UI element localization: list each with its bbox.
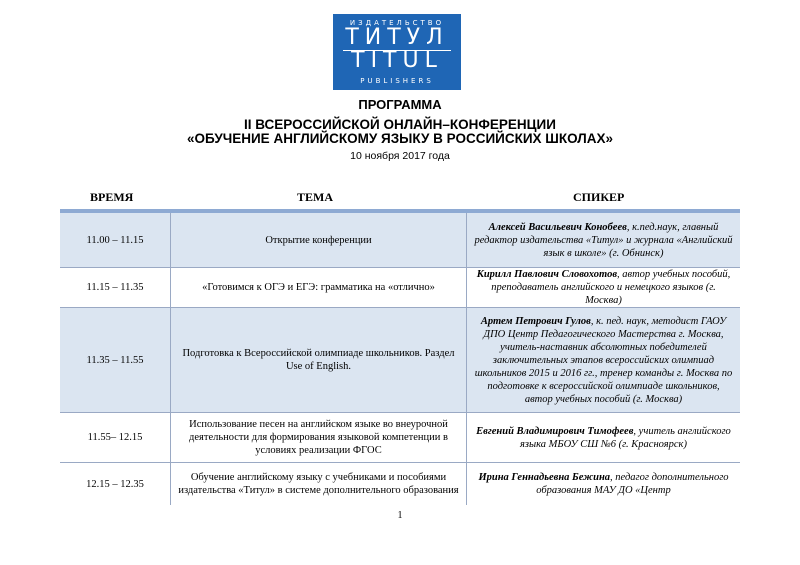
row-topic: Открытие конференции [170,213,466,267]
row-speaker [466,308,740,412]
row-time: 11.35 – 11.55 [86,354,144,366]
table-row [60,268,740,308]
speaker-description: , к. пед. наук, методист ГАОУ ДПО Центр Педагогического Мастерства г. Москва, учитель-наставник абсолютных победителей заключительных этапов всероссийских олимпиад школьников 2015 и 2016 гг., тренер команды г. Москва по подготовке к всероссийской олимпиаде школьников, автор учебных пособий (г. Москва) [474,315,733,405]
row-speaker [466,213,740,267]
row-time: 11.55– 12.15 [87,432,143,443]
conference-title-line1: II ВСЕРОССИЙСКОЙ ОНЛАЙН–КОНФЕРЕНЦИИ [244,117,556,132]
speaker-description: , учитель английского языка МБОУ СШ №6 (г. Красноярск) [520,425,731,450]
table-row [60,413,740,463]
speaker-name: Ирина Геннадьевна Бежина [478,472,611,483]
speaker-name: Алексей Васильевич Конобеев [488,221,627,233]
row-topic: Обучение английскому языку с учебниками и пособиями издательства «Титул» в системе дополнительного образования [170,463,466,505]
logo-bottom-text: PUBLISHERS [360,77,434,85]
row-speaker [466,463,740,505]
column-header-speaker: СПИКЕР [573,190,625,204]
table-row [60,463,740,505]
column-header-time: ВРЕМЯ [90,190,134,204]
row-topic: «Готовимся к ОГЭ и ЕГЭ: грамматика на «отлично» [170,268,466,307]
page-number: 1 [397,510,403,521]
speaker-name: Артем Петрович Гулов [480,315,591,327]
speaker-description: , к.пед.наук, главный редактор издательства «Титул» и журнала «Английский язык в школе» (г. Обнинск) [474,221,733,259]
row-topic: Использование песен на английском языке во внеурочной деятельности для формирования языковой компетенции в условиях реализации ФГОС [170,413,466,462]
row-topic: Подготовка к Всероссийской олимпиаде школьников. Раздел Use of English. [170,308,466,412]
speaker-description: , автор учебных пособий, преподаватель английского и немецкого языков (г. Москва) [491,269,731,306]
table-row [60,308,740,413]
speaker-description: , педагог дополнительного образования МАУ ДО «Центр [536,472,729,496]
row-time: 11.00 – 11.15 [86,234,144,246]
publisher-logo [333,14,461,90]
speaker-name: Евгений Владимирович Тимофеев [476,425,634,437]
logo-cyrillic-text: ТИТУЛ [345,25,449,50]
row-speaker [466,268,740,307]
conference-date: 10 ноября 2017 года [350,150,450,162]
conference-title-line2: «ОБУЧЕНИЕ АНГЛИЙСКОМУ ЯЗЫКУ В РОССИЙСКИХ ШКОЛАХ» [186,131,614,146]
logo-top-text: ИЗДАТЕЛЬСТВО [349,19,445,27]
program-title: ПРОГРАММА [358,97,442,112]
speaker-name: Кирилл Павлович Словохотов [476,269,618,280]
row-time: 11.15 – 11.35 [86,282,144,293]
table-row [60,213,740,268]
row-speaker [466,413,740,462]
column-header-topic: ТЕМА [297,190,333,204]
row-time: 12.15 – 12.35 [86,478,144,490]
logo-latin-text: TITUL [351,48,443,73]
